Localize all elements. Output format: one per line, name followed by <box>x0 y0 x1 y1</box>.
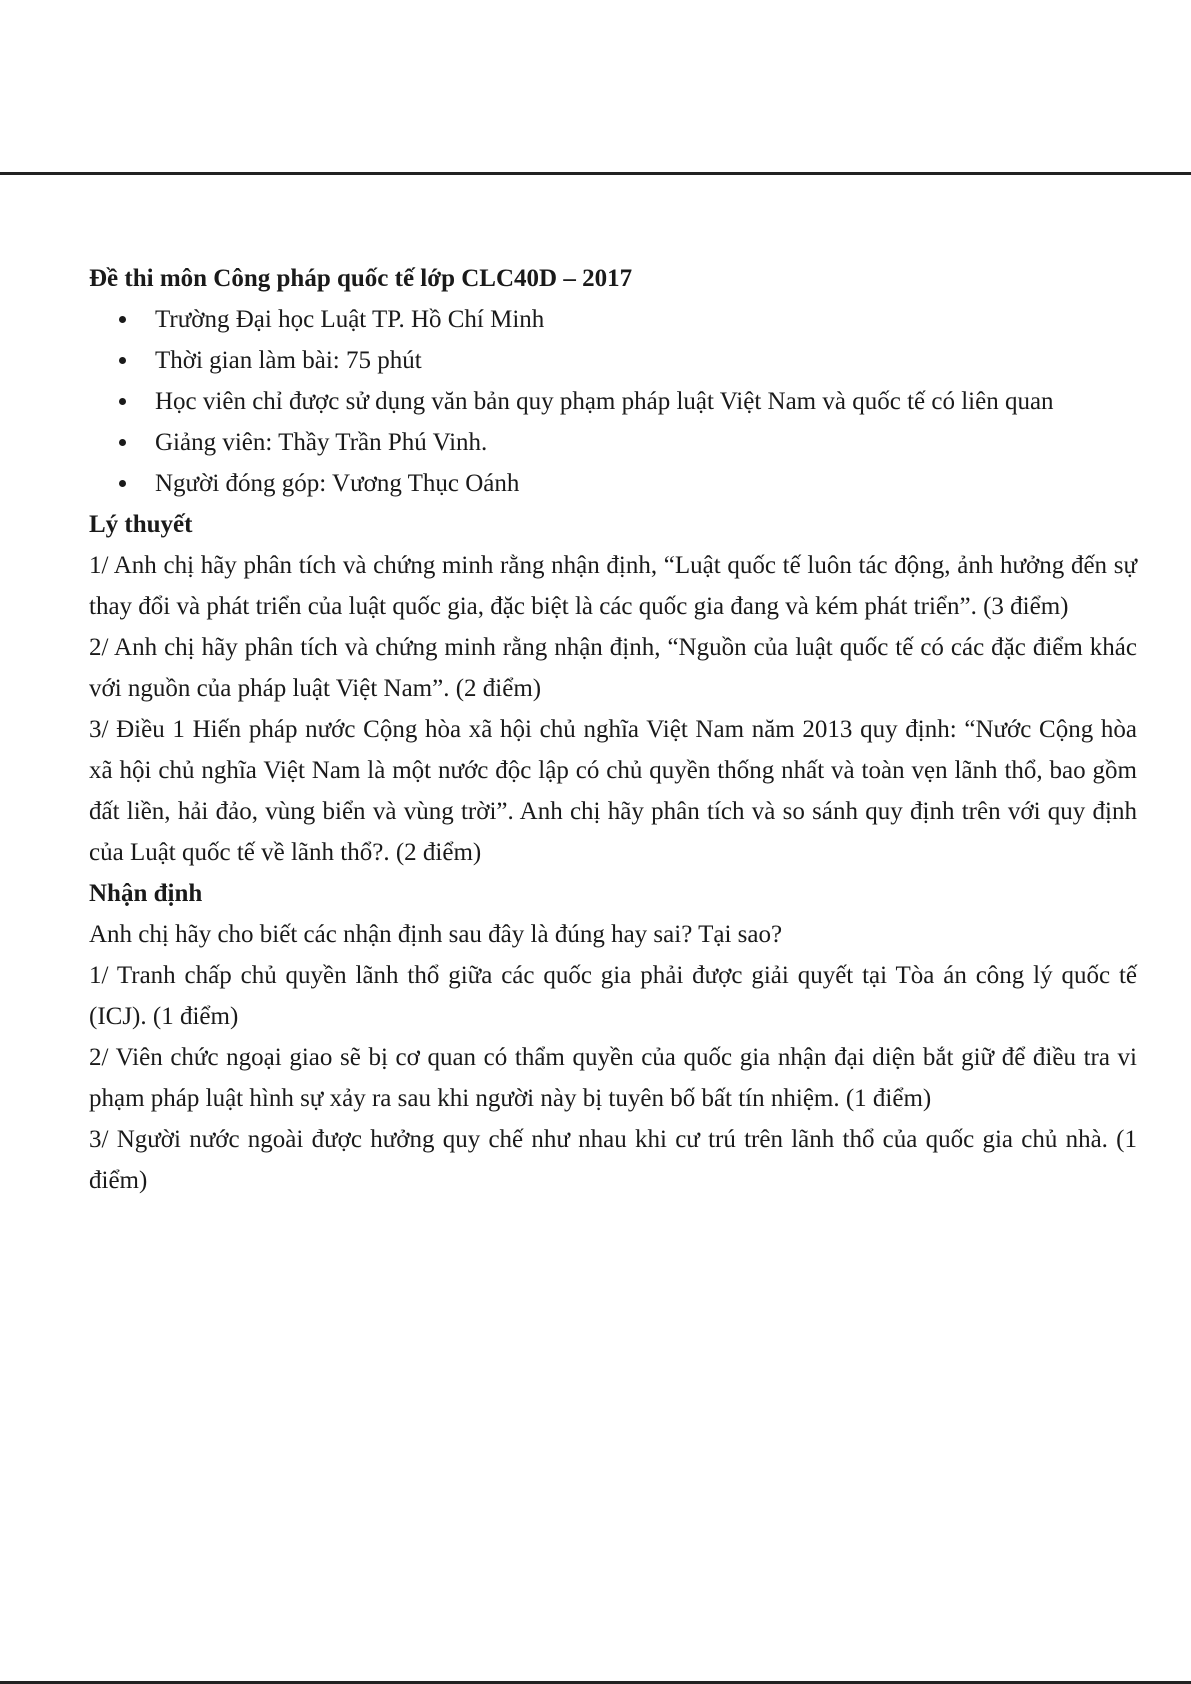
info-item-materials: Học viên chỉ được sử dụng văn bản quy phạm pháp luật Việt Nam và quốc tế có liên quan <box>155 381 1137 422</box>
theory-question-1: 1/ Anh chị hãy phân tích và chứng minh rằng nhận định, “Luật quốc tế luôn tác động, ảnh hưởng đến sự thay đổi và phát triển của luật quốc gia, đặc biệt là các quốc gia đang và kém phát triển”. (3 điểm) <box>89 552 1137 620</box>
statement-question-3: 3/ Người nước ngoài được hưởng quy chế như nhau khi cư trú trên lãnh thổ của quốc gia chủ nhà. (1 điểm) <box>89 1126 1137 1194</box>
document-title: Đề thi môn Công pháp quốc tế lớp CLC40D – 2017 <box>89 265 633 292</box>
info-item-contributor: Người đóng góp: Vương Thục Oánh <box>155 463 1137 504</box>
statements-intro: Anh chị hãy cho biết các nhận định sau đây là đúng hay sai? Tại sao? <box>89 921 783 948</box>
statements-heading: Nhận định <box>89 880 203 907</box>
top-divider <box>0 172 1191 175</box>
statement-question-2: 2/ Viên chức ngoại giao sẽ bị cơ quan có thẩm quyền của quốc gia nhận đại diện bắt giữ để điều tra vi phạm pháp luật hình sự xảy ra sau khi người này bị tuyên bố bất tín nhiệm. (1 điểm) <box>89 1044 1137 1112</box>
theory-question-3: 3/ Điều 1 Hiến pháp nước Cộng hòa xã hội chủ nghĩa Việt Nam năm 2013 quy định: “Nước Cộng hòa xã hội chủ nghĩa Việt Nam là một nước độc lập có chủ quyền thống nhất và toàn vẹn lãnh thổ, bao gồm đất liền, hải đảo, vùng biển và vùng trời”. Anh chị hãy phân tích và so sánh quy định trên với quy định của Luật quốc tế về lãnh thổ?. (2 điểm) <box>89 716 1137 866</box>
info-item-duration: Thời gian làm bài: 75 phút <box>155 340 1137 381</box>
info-item-lecturer: Giảng viên: Thầy Trần Phú Vinh. <box>155 422 1137 463</box>
info-item-school: Trường Đại học Luật TP. Hồ Chí Minh <box>155 299 1137 340</box>
exam-info-list <box>89 299 1137 504</box>
theory-heading: Lý thuyết <box>89 511 193 538</box>
exam-document <box>89 258 1137 1201</box>
statement-question-1: 1/ Tranh chấp chủ quyền lãnh thổ giữa các quốc gia phải được giải quyết tại Tòa án công lý quốc tế (ICJ). (1 điểm) <box>89 962 1137 1030</box>
theory-question-2: 2/ Anh chị hãy phân tích và chứng minh rằng nhận định, “Nguồn của luật quốc tế có các đặc điểm khác với nguồn của pháp luật Việt Nam”. (2 điểm) <box>89 634 1137 702</box>
